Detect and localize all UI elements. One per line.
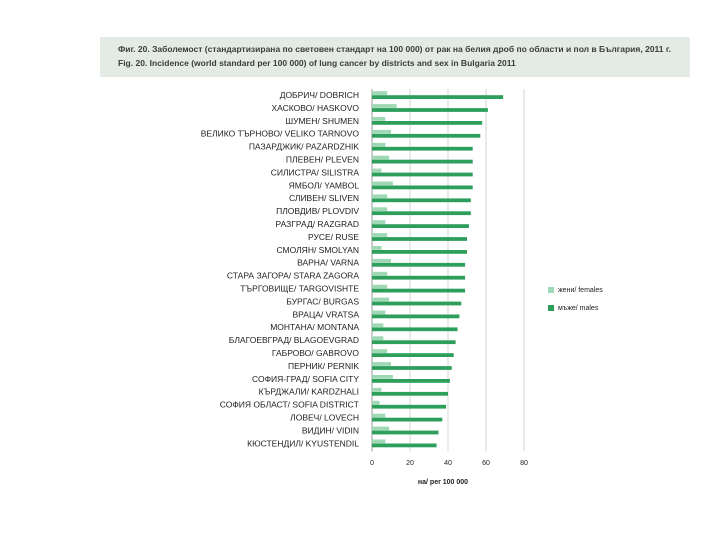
bar-females: [372, 194, 387, 198]
bar-females: [372, 259, 391, 263]
bar-males: [372, 353, 454, 357]
bar-females: [372, 427, 389, 431]
bar-females: [372, 298, 389, 302]
bar-females: [372, 349, 387, 353]
bar-males: [372, 108, 488, 112]
bar-males: [372, 173, 473, 177]
category-label: ПЛЕВЕН/ PLEVEN: [285, 154, 359, 165]
category-label: РУСЕ/ RUSE: [307, 231, 359, 242]
bar-females: [372, 388, 382, 392]
category-label: КЪРДЖАЛИ/ KARDZHALI: [258, 386, 359, 397]
bar-males: [372, 250, 467, 254]
category-label: ПЛОВДИВ/ PLOVDIV: [276, 206, 359, 217]
bar-females: [372, 207, 387, 211]
bar-females: [372, 440, 385, 444]
x-tick-label: 40: [444, 460, 452, 468]
bar-males: [372, 134, 480, 138]
category-label: ПАЗАРДЖИК/ PAZARDZHIK: [248, 141, 359, 152]
category-label: ДОБРИЧ/ DOBRICH: [279, 90, 359, 100]
category-label: МОНТАНА/ MONTANA: [270, 322, 359, 333]
bar-males: [372, 366, 452, 370]
category-label: ЛОВЕЧ/ LOVECH: [290, 412, 359, 423]
category-label: БЛАГОЕВГРАД/ BLAGOEVGRAD: [228, 335, 359, 346]
bar-females: [372, 91, 387, 95]
bar-males: [372, 315, 459, 319]
bar-males: [372, 147, 473, 151]
category-label: КЮСТЕНДИЛ/ KYUSTENDIL: [247, 438, 359, 449]
bar-males: [372, 405, 446, 409]
bar-males: [372, 121, 482, 125]
bar-females: [372, 414, 385, 418]
bar-females: [372, 169, 382, 173]
category-label: ВЕЛИКО ТЪРНОВО/ VELIKO TARNOVO: [200, 128, 359, 139]
x-tick-label: 20: [406, 460, 414, 468]
chart-title-en: Fig. 20. Incidence (world standard per 100 000) of lung cancer by districts and sex in Bulgaria 2011: [118, 58, 516, 68]
bar-males: [372, 211, 471, 215]
category-label: СИЛИСТРА/ SILISTRA: [270, 167, 359, 178]
category-label: ВРАЦА/ VRATSA: [292, 309, 359, 320]
category-label: ТЪРГОВИЩЕ/ TARGOVISHTE: [240, 283, 359, 294]
bar-females: [372, 182, 393, 186]
bar-females: [372, 362, 391, 366]
x-tick-label: 0: [370, 460, 374, 468]
bar-females: [372, 104, 397, 108]
bar-males: [372, 392, 448, 396]
bar-males: [372, 431, 439, 435]
bar-males: [372, 289, 465, 293]
legend-swatch: [548, 287, 554, 293]
bar-females: [372, 323, 383, 327]
bar-males: [372, 237, 467, 241]
bar-females: [372, 143, 385, 147]
category-label: ПЕРНИК/ PERNIK: [287, 360, 359, 371]
category-label: ВАРНА/ VARNA: [297, 257, 359, 268]
category-label: СОФИЯ-ГРАД/ SOFIA CITY: [252, 373, 359, 384]
bar-males: [372, 302, 461, 306]
category-label: ГАБРОВО/ GABROVO: [271, 348, 359, 358]
bar-males: [372, 379, 450, 383]
bar-females: [372, 311, 385, 315]
category-label: ВИДИН/ VIDIN: [301, 425, 359, 436]
category-label: ШУМЕН/ SHUMEN: [285, 115, 359, 126]
category-label: СОФИЯ ОБЛАСТ/ SOFIA DISTRICT: [219, 399, 359, 410]
bar-females: [372, 233, 387, 237]
legend-label: мъже/ males: [558, 305, 599, 312]
bar-males: [372, 327, 458, 331]
x-axis-title: на/ per 100 000: [417, 479, 469, 487]
bar-males: [372, 186, 473, 190]
bar-males: [372, 224, 469, 228]
category-label: СЛИВЕН/ SLIVEN: [289, 193, 359, 204]
category-label: СМОЛЯН/ SMOLYAN: [276, 244, 359, 255]
bar-males: [372, 263, 465, 267]
bar-females: [372, 130, 391, 134]
bar-females: [372, 220, 385, 224]
bar-females: [372, 375, 393, 379]
chart-title-bg: Фиг. 20. Заболемост (стандартизирана по световен стандарт на 100 000) от рак на белия дроб по области и пол в България, 2011 г.: [118, 44, 671, 54]
category-label: ХАСКОВО/ HASKOVO: [271, 102, 359, 113]
category-label: РАЗГРАД/ RAZGRAD: [275, 219, 359, 229]
category-label: ЯМБОЛ/ YAMBOL: [288, 180, 359, 191]
bar-females: [372, 272, 387, 276]
bar-females: [372, 336, 383, 340]
bar-females: [372, 156, 389, 160]
x-tick-label: 60: [482, 460, 490, 468]
bar-females: [372, 401, 380, 405]
bar-males: [372, 160, 473, 164]
bar-males: [372, 95, 503, 99]
category-label: СТАРА ЗАГОРА/ STARA ZAGORA: [226, 270, 359, 281]
legend-label: жени/ females: [558, 287, 603, 294]
x-tick-label: 80: [520, 460, 528, 468]
bar-males: [372, 444, 437, 448]
category-label: БУРГАС/ BURGAS: [286, 296, 359, 307]
bar-males: [372, 276, 465, 280]
bar-males: [372, 418, 442, 422]
legend-swatch: [548, 305, 554, 311]
bar-males: [372, 340, 456, 344]
bar-females: [372, 285, 387, 289]
bar-females: [372, 117, 385, 121]
bar-males: [372, 198, 471, 202]
bar-females: [372, 246, 382, 250]
